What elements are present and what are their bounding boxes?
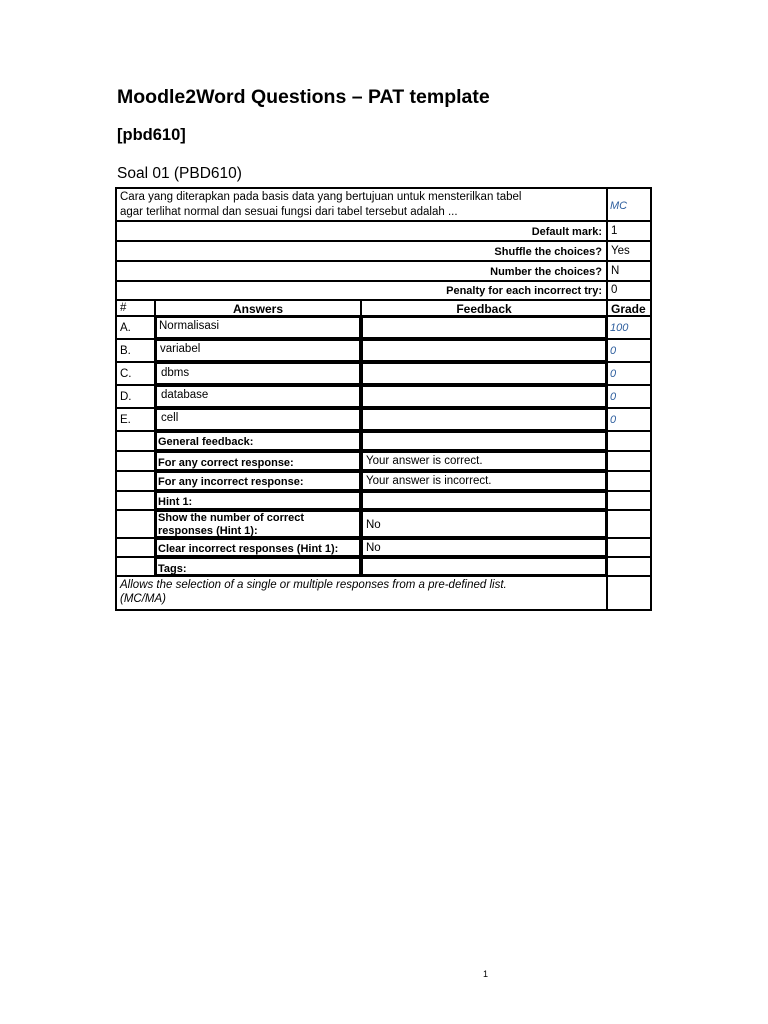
answer-letter-cell xyxy=(116,385,155,408)
show-correct-value: No xyxy=(366,519,381,531)
correct-feedback-label: For any correct response: xyxy=(158,457,294,469)
spacer-cell xyxy=(116,451,155,471)
answer-grade-cell xyxy=(607,408,651,431)
answer-letter-cell xyxy=(116,316,155,339)
setting-row-shuffle xyxy=(116,241,607,261)
spacer-cell xyxy=(607,471,651,491)
question-type: MC xyxy=(610,200,628,212)
question-text-line1: Cara yang diterapkan pada basis data yang bertujuan untuk mensterilkan tabel xyxy=(120,191,522,203)
question-text-line2: agar terlihat normal dan sesuai fungsi dari tabel tersebut adalah ... xyxy=(120,206,458,218)
feedback-value-cell xyxy=(361,510,607,538)
feedback-label-cell xyxy=(155,538,361,557)
answer-text: database xyxy=(161,389,209,401)
setting-row-number-choices xyxy=(116,261,607,281)
spacer-cell xyxy=(607,431,651,451)
answer-text-cell xyxy=(155,339,361,362)
spacer-cell xyxy=(116,471,155,491)
header-grade: Grade xyxy=(611,302,646,316)
question-name: Soal 01 (PBD610) xyxy=(117,165,242,182)
answer-feedback-cell xyxy=(361,362,607,385)
answer-grade: 0 xyxy=(610,414,617,426)
feedback-label-cell xyxy=(155,431,361,451)
setting-value: 1 xyxy=(611,225,618,237)
answer-letter-cell xyxy=(116,339,155,362)
answer-grade-cell xyxy=(607,316,651,339)
correct-feedback-value: Your answer is correct. xyxy=(366,455,483,467)
incorrect-feedback-label: For any incorrect response: xyxy=(158,476,304,488)
setting-label: Default mark: xyxy=(531,226,602,238)
setting-value: N xyxy=(611,265,620,277)
feedback-value-cell xyxy=(361,431,607,451)
feedback-label-cell xyxy=(155,451,361,471)
setting-label: Number the choices? xyxy=(490,266,602,278)
clear-incorrect-label: Clear incorrect responses (Hint 1): xyxy=(158,543,339,555)
answer-feedback-cell xyxy=(361,408,607,431)
setting-value-cell xyxy=(607,261,651,281)
header-answers-cell xyxy=(155,300,361,316)
header-num: # xyxy=(120,302,127,314)
answer-text-cell xyxy=(155,362,361,385)
answer-letter: C. xyxy=(120,368,132,380)
show-correct-label-line2: responses (Hint 1): xyxy=(158,525,258,537)
question-text-cell xyxy=(116,188,607,221)
setting-label: Shuffle the choices? xyxy=(494,246,602,258)
answer-text: dbms xyxy=(161,367,190,379)
tags-label: Tags: xyxy=(158,563,187,575)
hint-label: Hint 1: xyxy=(158,496,193,508)
setting-value-cell xyxy=(607,281,651,300)
feedback-value-cell xyxy=(361,451,607,471)
answer-letter-cell xyxy=(116,362,155,385)
setting-label: Penalty for each incorrect try: xyxy=(446,285,602,297)
feedback-label-cell xyxy=(155,557,361,576)
feedback-label-cell xyxy=(155,471,361,491)
feedback-value-cell xyxy=(361,491,607,510)
answer-feedback-cell xyxy=(361,385,607,408)
spacer-cell xyxy=(607,576,651,610)
answer-feedback-cell xyxy=(361,316,607,339)
question-description-cell xyxy=(116,576,607,610)
answer-letter-cell xyxy=(116,408,155,431)
answer-grade-cell xyxy=(607,385,651,408)
setting-value-cell xyxy=(607,241,651,261)
question-type-cell xyxy=(607,188,651,221)
clear-incorrect-value: No xyxy=(366,542,381,554)
spacer-cell xyxy=(607,451,651,471)
spacer-cell xyxy=(116,557,155,576)
answer-letter: A. xyxy=(120,322,131,334)
spacer-cell xyxy=(607,510,651,538)
spacer-cell xyxy=(607,538,651,557)
spacer-cell xyxy=(116,431,155,451)
feedback-label-cell xyxy=(155,491,361,510)
feedback-label-cell xyxy=(155,510,361,538)
answer-text: Normalisasi xyxy=(159,320,220,332)
category-code: [pbd610] xyxy=(117,126,186,144)
spacer-cell xyxy=(607,491,651,510)
answer-text-cell xyxy=(155,316,361,339)
answer-grade-cell xyxy=(607,362,651,385)
answer-letter: E. xyxy=(120,414,131,426)
show-correct-label-line1: Show the number of correct xyxy=(158,512,305,524)
answer-text-cell xyxy=(155,408,361,431)
general-feedback-label: General feedback: xyxy=(158,436,254,448)
answer-grade-cell xyxy=(607,339,651,362)
feedback-value-cell xyxy=(361,538,607,557)
incorrect-feedback-value: Your answer is incorrect. xyxy=(366,475,492,487)
setting-row-penalty xyxy=(116,281,607,300)
setting-row-default-mark xyxy=(116,221,607,241)
spacer-cell xyxy=(607,557,651,576)
spacer-cell xyxy=(116,538,155,557)
answer-text: cell xyxy=(161,412,179,424)
description-line2: (MC/MA) xyxy=(120,593,166,605)
description-line1: Allows the selection of a single or multiple responses from a pre-defined list. xyxy=(120,579,507,591)
question-table xyxy=(115,187,652,611)
answer-text-cell xyxy=(155,385,361,408)
header-grade-cell xyxy=(607,300,651,316)
answer-letter: B. xyxy=(120,345,131,357)
setting-value: 0 xyxy=(611,284,618,296)
setting-value: Yes xyxy=(611,245,630,257)
header-feedback: Feedback xyxy=(456,302,512,316)
spacer-cell xyxy=(116,491,155,510)
header-num-cell xyxy=(116,300,155,316)
header-feedback-cell xyxy=(361,300,607,316)
answer-grade: 0 xyxy=(610,368,617,380)
feedback-value-cell xyxy=(361,471,607,491)
answer-letter: D. xyxy=(120,391,132,403)
answer-grade: 100 xyxy=(610,322,629,334)
feedback-value-cell xyxy=(361,557,607,576)
document-title: Moodle2Word Questions – PAT template xyxy=(117,86,490,108)
answer-feedback-cell xyxy=(361,339,607,362)
header-answers: Answers xyxy=(232,302,284,316)
spacer-cell xyxy=(116,510,155,538)
setting-value-cell xyxy=(607,221,651,241)
answer-grade: 0 xyxy=(610,391,617,403)
page-number: 1 xyxy=(483,969,489,979)
answer-text: variabel xyxy=(160,343,201,355)
answer-grade: 0 xyxy=(610,345,617,357)
